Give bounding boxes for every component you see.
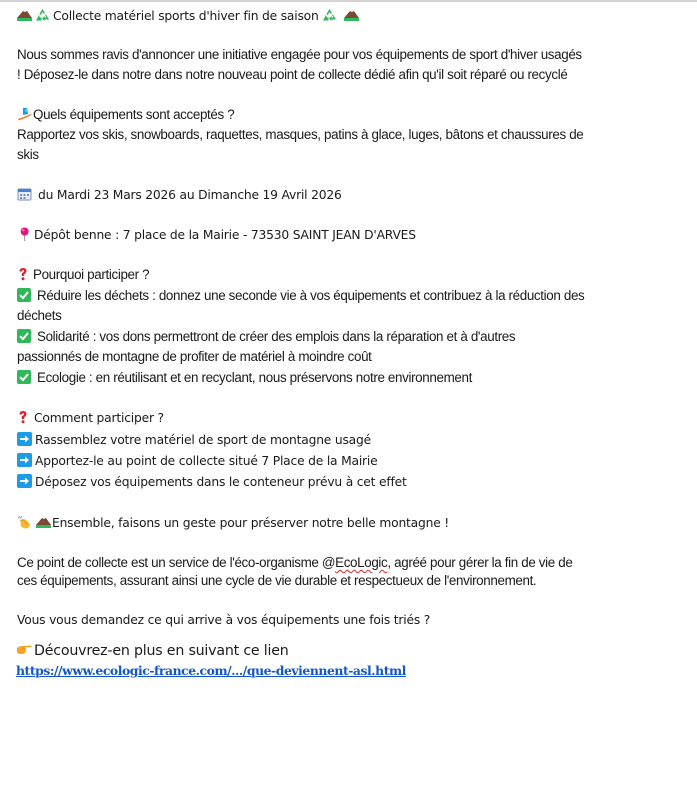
how-item-1 <box>17 431 371 449</box>
mountain-icon <box>344 8 359 22</box>
check-box-icon <box>17 329 31 343</box>
why-item-3-text: Ecologie : en réutilisant et en recyclant, nous préservons notre environnement <box>37 370 472 385</box>
red-question-icon <box>17 410 29 424</box>
accepted-line-1: Rapportez vos skis, snowboards, raquettes, masques, patins à glace, luges, bâtons et chaussures de <box>17 127 584 142</box>
why-item-2-text: Solidarité : vos dons permettront de créer des emplois dans la réparation et à d'autres <box>37 329 516 344</box>
discover-line <box>16 642 289 660</box>
clapping-hands-icon <box>17 515 32 529</box>
red-question-icon <box>17 267 29 281</box>
right-arrow-icon <box>17 474 33 488</box>
right-arrow-icon <box>17 453 33 467</box>
why-heading-line <box>17 266 149 284</box>
service-line-2: ces équipements, assurant ainsi une cycle de vie durable et respectueux de l'environnement. <box>17 573 537 588</box>
recycle-icon <box>322 8 337 22</box>
round-pushpin-icon <box>17 227 32 241</box>
intro-line-2: ! Déposez-le dans notre dans notre nouveau point de collecte dédié afin qu'il soit réparé ou recyclé <box>17 67 568 82</box>
together-text: Ensemble, faisons un geste pour préserver notre belle montagne ! <box>52 516 450 530</box>
dates: du Mardi 23 Mars 2026 au Dimanche 19 Avril 2026 <box>38 188 342 202</box>
why-item-1 <box>17 287 584 305</box>
why-item-2-cont: passionnés de montagne de profiter de matériel à moindre coût <box>17 349 372 364</box>
mountain-icon <box>17 8 32 22</box>
accepted-heading: Quels équipements sont acceptés ? <box>33 107 235 122</box>
pointing-right-icon <box>16 642 33 656</box>
calendar-icon <box>17 187 32 201</box>
recycle-icon <box>35 8 50 22</box>
together-line <box>17 514 449 532</box>
accepted-line-2: skis <box>17 147 39 162</box>
why-item-3 <box>17 369 472 387</box>
service-text-after: , agréé pour gérer la fin de vie de <box>387 555 573 570</box>
post-title-line <box>17 7 362 25</box>
how-item-2-text: Apportez-le au point de collecte situé 7 Place de la Mairie <box>35 454 378 468</box>
check-box-icon <box>17 288 31 302</box>
location: Dépôt benne : 7 place de la Mairie - 73530 SAINT JEAN D'ARVES <box>34 228 416 242</box>
ecologic-mention[interactable]: EcoLogic <box>335 555 388 570</box>
how-heading-line <box>17 409 164 427</box>
intro-line-1: Nous sommes ravis d'annoncer une initiative engagée pour vos équipements de sport d'hiver usagés <box>17 47 582 62</box>
link-line <box>16 662 406 680</box>
why-item-1-text: Réduire les déchets : donnez une seconde vie à vos équipements et contribuez à la réduction des <box>37 288 585 303</box>
location-line <box>17 226 416 244</box>
how-item-3-text: Déposez vos équipements dans le conteneur prévu à cet effet <box>35 475 407 489</box>
question-line: Vous vous demandez ce qui arrive à vos équipements une fois triés ? <box>17 613 431 627</box>
why-item-2 <box>17 328 515 346</box>
post-title: Collecte matériel sports d'hiver fin de saison <box>53 9 319 23</box>
discover-text: Découvrez-en plus en suivant ce lien <box>34 643 289 659</box>
right-arrow-icon <box>17 432 33 446</box>
check-box-icon <box>17 370 31 384</box>
service-line-1 <box>17 554 572 572</box>
how-item-1-text: Rassemblez votre matériel de sport de montagne usagé <box>35 433 371 447</box>
mountain-icon <box>36 515 51 529</box>
ski-icon <box>17 107 32 121</box>
dates-line <box>17 186 342 204</box>
how-item-2 <box>17 452 378 470</box>
service-text-before: Ce point de collecte est un service de l'éco-organisme @ <box>17 555 336 570</box>
how-heading: Comment participer ? <box>34 411 164 425</box>
how-item-3 <box>17 473 407 491</box>
top-border <box>0 0 697 2</box>
ecologic-link[interactable]: https://www.ecologic-france.com/.../que-deviennent-asl.html <box>16 663 406 678</box>
accepted-heading-line <box>17 106 234 124</box>
why-item-1-cont: déchets <box>17 308 62 323</box>
why-heading: Pourquoi participer ? <box>33 267 150 282</box>
